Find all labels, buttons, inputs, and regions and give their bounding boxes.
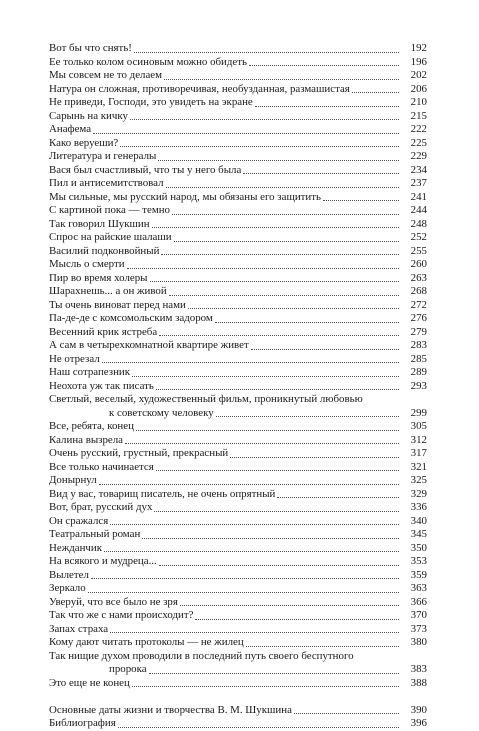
toc-entry-title [49,272,399,286]
toc-entry[interactable] [49,218,427,232]
toc-entry[interactable] [49,299,427,313]
toc-entry-text: Это еще не конец [49,676,130,689]
toc-entry-title [49,366,399,380]
toc-entry-text: Библиография [49,717,116,729]
toc-entry-title [49,555,399,569]
toc-entry[interactable] [49,569,427,583]
toc-entry-text: Литература и генералы [49,150,157,162]
toc-entry-text: Па-де-де с комсомольским задором [49,312,213,324]
toc-entry-text: Мы сильные, мы русский народ, мы обязаны его защитить [49,190,321,203]
toc-entry-page-number: 321 [410,460,427,473]
toc-entry-title [49,609,399,623]
toc-entry-page-number: 285 [410,352,427,365]
toc-entry-page-number: 353 [410,555,427,567]
dot-leader [159,335,399,336]
toc-entry-text: Шарахнешь... а он живой [49,285,167,297]
toc-entry-page-number: 248 [410,217,427,230]
toc-entry-page-number: 234 [410,163,427,176]
table-of-contents [49,42,427,731]
toc-entry-page-number: 263 [410,271,427,284]
dot-leader [246,646,399,647]
toc-entry-page-number: 210 [410,96,427,108]
toc-entry-title [49,542,399,556]
dot-leader [88,592,399,593]
toc-entry[interactable] [49,380,427,394]
toc-entry-text: Вот, брат, русский дух [49,501,153,513]
dot-leader [154,511,399,512]
toc-entry[interactable] [49,650,427,677]
toc-entry-text: Пил и антисемитствовал [49,177,164,189]
toc-entry-page-number: 350 [410,541,427,554]
toc-entry[interactable] [49,137,427,151]
toc-entry[interactable] [49,312,427,326]
toc-entry-page-number: 202 [410,69,427,81]
toc-entry[interactable] [49,326,427,340]
toc-entry-text: Весенний крик ястреба [49,325,158,338]
dot-leader [152,227,399,228]
dot-leader [127,268,399,269]
dot-leader [230,457,399,458]
toc-entry[interactable] [49,204,427,218]
toc-entry[interactable] [49,420,427,434]
toc-entries [49,42,427,690]
toc-entry-page-number: 276 [410,312,427,324]
toc-entry[interactable] [49,704,427,718]
toc-entry-page-number: 268 [410,285,427,297]
toc-entry-title-line1: Светлый, веселый, художественный фильм, проникнутый любовью [49,393,363,405]
dot-leader [215,322,399,323]
dot-leader [216,416,399,417]
toc-entry[interactable] [49,191,427,205]
toc-entry[interactable] [49,69,427,83]
toc-entry[interactable] [49,56,427,70]
dot-leader [130,119,399,120]
toc-entry[interactable] [49,83,427,97]
toc-entry-page-number: 366 [410,595,427,608]
toc-entry-text: Он сражался [49,514,109,527]
toc-entry[interactable] [49,123,427,137]
toc-entry[interactable] [49,488,427,502]
toc-entry-page-number: 206 [410,82,427,95]
toc-entry-title [49,380,399,394]
toc-entry-page-number: 279 [410,325,427,338]
toc-entry-title [49,488,399,502]
toc-entry[interactable] [49,339,427,353]
toc-entry-title [49,326,399,340]
toc-entry-text: Не приведи, Господи, это увидеть на экране [49,96,253,108]
toc-entry-title-line1: Так нищие духом проводили в последний путь своего беспутного [49,649,354,662]
toc-entry-title [49,582,399,596]
toc-entry-title [49,83,399,97]
dot-leader [255,106,399,107]
toc-entry-text: Вылетел [49,568,89,581]
dot-leader [156,470,399,471]
toc-entry-text: Очень русский, грустный, прекрасный [49,447,229,459]
toc-entry-text: Како веруеши? [49,136,119,149]
toc-entry-text: А сам в четырехкомнатной квартире живет [49,339,249,351]
dot-leader [243,173,399,174]
dot-leader [174,241,399,242]
dot-leader [125,443,399,444]
toc-entry[interactable] [49,110,427,124]
toc-entry-page-number: 255 [410,244,427,257]
toc-entry-page-number: 373 [410,622,427,635]
toc-entry-text: Сарынь на кичку [49,109,128,122]
toc-entry-title [49,677,399,691]
dot-leader [164,79,399,80]
toc-entry-text: Натура он сложная, противоречивая, необузданная, размашистая [49,82,350,95]
toc-entry[interactable] [49,42,427,56]
dot-leader [166,187,399,188]
toc-entry[interactable] [49,515,427,529]
toc-entry[interactable] [49,596,427,610]
dot-leader [132,686,399,687]
toc-entry-title [49,150,399,164]
dot-leader [159,565,399,566]
toc-entry-title [49,717,399,731]
toc-entry[interactable] [49,258,427,272]
toc-entry-text: Так говорил Шукшин [49,217,150,230]
toc-entry[interactable] [49,609,427,623]
toc-entry-text: Кому дают читать протоколы — не жилец [49,636,244,648]
dot-leader [249,65,399,66]
toc-entry-page-number: 312 [410,433,427,446]
dot-leader [93,133,399,134]
toc-entry-page-number: 244 [410,204,427,216]
toc-entry[interactable] [49,555,427,569]
toc-entry-title-line2: к советскому человеку [109,406,214,419]
toc-entry-page-number: 370 [410,609,427,621]
toc-entry-text: На всякого и мудреца... [49,555,157,567]
toc-entry-title [49,231,399,245]
toc-entry-title-line2: пророка [109,663,147,675]
toc-entry-page-number: 252 [410,231,427,243]
toc-entry-text: Не отрезал [49,352,100,365]
toc-entry-text: Ее только колом осиновым можно обидеть [49,55,247,68]
dot-leader [158,160,399,161]
toc-entry-title [49,393,399,420]
toc-entry[interactable] [49,677,427,691]
toc-entry-title [49,339,399,353]
dot-leader [195,619,399,620]
dot-leader [149,673,399,674]
toc-entry-title [49,569,399,583]
dot-leader [110,524,399,525]
toc-entry-title [49,501,399,515]
toc-entry-text: Калина вызрела [49,433,124,446]
toc-entry-page-number: 283 [410,339,427,351]
toc-entry[interactable] [49,582,427,596]
toc-entry-title [49,177,399,191]
dot-leader [120,146,399,147]
toc-entry[interactable] [49,636,427,650]
toc-entry-title [49,56,399,70]
dot-leader [99,484,399,485]
toc-entry-title [49,285,399,299]
toc-entry-page-number: 336 [410,501,427,513]
toc-entry-page-number: 237 [410,177,427,189]
dot-leader [323,200,399,201]
dot-leader [251,349,399,350]
toc-entry-page-number: 340 [410,514,427,527]
toc-entry-text: Анафема [49,123,92,135]
dot-leader [188,308,399,309]
toc-entry-text: Неохота уж так писать [49,379,154,392]
toc-entry-text: Уверуй, что все было не зря [49,595,178,608]
toc-entry-title [49,650,399,677]
dot-leader [156,389,399,390]
toc-entry-title [49,123,399,137]
toc-entry-text: Вид у вас, товарищ писатель, не очень опрятный [49,487,276,500]
toc-entry-page-number: 396 [410,717,427,729]
toc-entry-title [49,299,399,313]
toc-entry-title [49,191,399,205]
toc-entry-text: Основные даты жизни и творчества В. М. Шукшина [49,703,292,716]
toc-entry-page-number: 215 [410,109,427,122]
section-spacer [49,690,427,704]
toc-entry-text: Зеркало [49,582,86,594]
toc-entry-text: Все, ребята, конец [49,420,134,432]
toc-entry-title [49,218,399,232]
toc-entry[interactable] [49,150,427,164]
toc-entry-title [49,96,399,110]
toc-entry-text: Мы совсем не то делаем [49,69,163,81]
toc-entry-title [49,245,399,259]
toc-entry-text: Так что же с нами происходит? [49,609,194,621]
toc-entry[interactable] [49,231,427,245]
dot-leader [102,362,399,363]
toc-entry[interactable] [49,461,427,475]
toc-entry[interactable] [49,393,427,420]
toc-entry-text: Запах страха [49,622,109,635]
toc-entry-page-number: 305 [410,420,427,432]
dot-leader [352,92,399,93]
toc-entry-text: Ты очень виноват перед нами [49,298,186,311]
toc-entry-title [49,42,399,56]
toc-entry-title [49,528,399,542]
dot-leader [91,578,399,579]
toc-appendix [49,704,427,731]
toc-entry-title [49,312,399,326]
toc-entry[interactable] [49,353,427,367]
dot-leader [134,52,399,53]
toc-entry-title [49,447,399,461]
toc-entry-text: Наш сотрапезник [49,366,131,378]
toc-entry-page-number: 293 [410,379,427,392]
toc-entry-page-number: 241 [410,190,427,203]
toc-entry-text: Пир во время холеры [49,271,148,284]
toc-entry-text: Театральный роман [49,528,141,540]
toc-entry[interactable] [49,528,427,542]
toc-entry-page-number: 225 [410,136,427,149]
toc-entry-title [49,353,399,367]
toc-entry[interactable] [49,447,427,461]
toc-entry-text: Василий подконвойный [49,244,160,257]
toc-entry-title [49,137,399,151]
toc-entry-page-number: 329 [410,487,427,500]
toc-entry-page-number: 390 [410,703,427,716]
dot-leader [294,713,399,714]
toc-entry-title [49,164,399,178]
toc-entry[interactable] [49,717,427,731]
toc-entry-text: Мысль о смерти [49,258,125,270]
toc-entry-title [49,515,399,529]
toc-entry[interactable] [49,542,427,556]
toc-entry[interactable] [49,164,427,178]
toc-entry[interactable] [49,366,427,380]
toc-entry-text: Все только начинается [49,460,154,473]
toc-entry-page-number: 222 [410,123,427,135]
toc-entry-page-number: 363 [410,582,427,594]
toc-entry[interactable] [49,474,427,488]
toc-entry-page-number: 380 [410,636,427,648]
toc-entry[interactable] [49,272,427,286]
toc-entry-page-number: 359 [410,568,427,581]
toc-entry-title [49,636,399,650]
toc-entry[interactable] [49,501,427,515]
toc-entry[interactable] [49,434,427,448]
toc-entry-page-number: 299 [410,406,427,419]
dot-leader [277,497,399,498]
toc-entry-text: Нежданчик [49,541,103,554]
toc-entry-text: Спрос на райские шалаши [49,231,172,243]
dot-leader [150,281,399,282]
toc-entry-page-number: 192 [410,42,427,54]
toc-entry-text: С картиной пока — темно [49,204,170,216]
toc-entry[interactable] [49,623,427,637]
toc-entry-page-number: 289 [410,366,427,378]
dot-leader [104,551,399,552]
toc-entry-text: Вот бы что снять! [49,42,132,54]
dot-leader [172,214,399,215]
toc-entry-page-number: 272 [410,298,427,311]
toc-entry-title [49,461,399,475]
dot-leader [161,254,399,255]
toc-entry-page-number: 260 [410,258,427,270]
dot-leader [169,295,399,296]
toc-entry-text: Вася был счастливый, что ты у него была [49,163,242,176]
dot-leader [110,632,399,633]
toc-entry-page-number: 317 [410,447,427,459]
toc-entry-text: Донырнул [49,474,97,486]
toc-entry-page-number: 325 [410,474,427,486]
toc-entry[interactable] [49,285,427,299]
toc-entry-title [49,420,399,434]
toc-entry-page-number: 196 [410,55,427,68]
toc-entry-title [49,623,399,637]
toc-entry-title [49,596,399,610]
toc-entry-page-number: 388 [410,676,427,689]
toc-entry-title [49,110,399,124]
toc-entry-page-number: 383 [410,663,427,675]
toc-entry[interactable] [49,245,427,259]
dot-leader [132,376,399,377]
dot-leader [136,430,399,431]
toc-entry-page-number: 345 [410,528,427,540]
toc-entry-page-number: 229 [410,150,427,162]
toc-entry-title [49,204,399,218]
toc-entry-title [49,474,399,488]
toc-entry-title [49,704,399,718]
toc-entry-title [49,69,399,83]
toc-entry[interactable] [49,177,427,191]
toc-entry-title [49,258,399,272]
dot-leader [142,538,399,539]
toc-entry[interactable] [49,96,427,110]
toc-entry-title [49,434,399,448]
dot-leader [180,605,399,606]
